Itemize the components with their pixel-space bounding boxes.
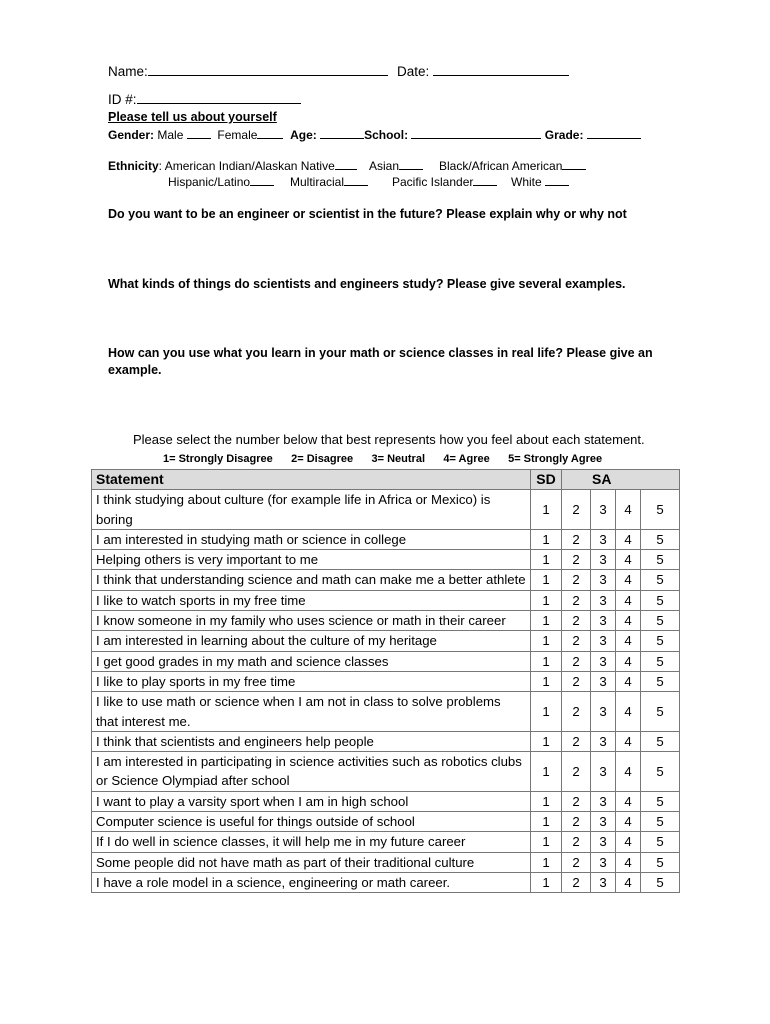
date-row bbox=[397, 64, 569, 79]
rating-option-2[interactable]: 2 bbox=[562, 550, 591, 570]
survey-row bbox=[92, 611, 680, 631]
ethnicity-option-asian: Asian bbox=[369, 159, 400, 173]
rating-option-1[interactable]: 1 bbox=[531, 611, 562, 631]
statement-text: Helping others is very important to me bbox=[92, 550, 531, 570]
rating-option-5[interactable]: 5 bbox=[641, 529, 680, 549]
rating-option-2[interactable]: 2 bbox=[562, 872, 591, 892]
rating-option-1[interactable]: 1 bbox=[531, 570, 562, 590]
rating-option-4[interactable]: 4 bbox=[616, 611, 641, 631]
statement-text: I like to play sports in my free time bbox=[92, 671, 531, 691]
rating-option-5[interactable]: 5 bbox=[641, 791, 680, 811]
header-sa: SA bbox=[562, 470, 680, 490]
statement-text: I think that understanding science and math can make me a better athlete bbox=[92, 570, 531, 590]
name-field[interactable] bbox=[148, 64, 388, 76]
question-2: What kinds of things do scientists and engineers study? Please give several examples. bbox=[108, 277, 626, 291]
pacific-field[interactable] bbox=[473, 174, 497, 186]
survey-row bbox=[92, 651, 680, 671]
statement-text: I want to play a varsity sport when I am in high school bbox=[92, 791, 531, 811]
ethnicity-hispanic-wrap bbox=[168, 174, 274, 189]
rating-option-3[interactable]: 3 bbox=[591, 651, 616, 671]
rating-option-5[interactable]: 5 bbox=[641, 731, 680, 751]
survey-row bbox=[92, 590, 680, 610]
scale-3: 3= Neutral bbox=[371, 453, 426, 465]
female-label: Female bbox=[217, 128, 258, 142]
rating-option-5[interactable]: 5 bbox=[641, 550, 680, 570]
rating-option-1[interactable]: 1 bbox=[531, 731, 562, 751]
ethnicity-row-1: Ethnicity: American Indian/Alaskan Native bbox=[108, 158, 357, 173]
ethnicity-option-pacific: Pacific Islander bbox=[392, 175, 474, 189]
header-statement: Statement bbox=[92, 470, 531, 490]
id-label: ID #: bbox=[108, 92, 137, 107]
rating-option-3[interactable]: 3 bbox=[591, 692, 616, 732]
survey-row bbox=[92, 529, 680, 549]
rating-option-3[interactable]: 3 bbox=[591, 570, 616, 590]
rating-option-2[interactable]: 2 bbox=[562, 852, 591, 872]
rating-option-1[interactable]: 1 bbox=[531, 671, 562, 691]
rating-option-5[interactable]: 5 bbox=[641, 872, 680, 892]
hispanic-field[interactable] bbox=[250, 174, 274, 186]
survey-row bbox=[92, 752, 680, 792]
statement-text: I have a role model in a science, engineering or math career. bbox=[92, 872, 531, 892]
rating-option-4[interactable]: 4 bbox=[616, 872, 641, 892]
statement-text: Computer science is useful for things outside of school bbox=[92, 812, 531, 832]
statement-text: I get good grades in my math and science classes bbox=[92, 651, 531, 671]
id-row bbox=[108, 92, 301, 107]
rating-option-1[interactable]: 1 bbox=[531, 490, 562, 530]
rating-option-1[interactable]: 1 bbox=[531, 651, 562, 671]
rating-option-3[interactable]: 3 bbox=[591, 752, 616, 792]
school-label: School: bbox=[364, 128, 409, 142]
rating-option-3[interactable]: 3 bbox=[591, 631, 616, 651]
rating-option-2[interactable]: 2 bbox=[562, 490, 591, 530]
header-sd: SD bbox=[531, 470, 562, 490]
rating-option-3[interactable]: 3 bbox=[591, 812, 616, 832]
survey-row bbox=[92, 852, 680, 872]
ethnicity-option-hispanic: Hispanic/Latino bbox=[168, 175, 251, 189]
rating-option-3[interactable]: 3 bbox=[591, 791, 616, 811]
american-indian-field[interactable] bbox=[335, 158, 357, 170]
survey-row bbox=[92, 550, 680, 570]
name-row bbox=[108, 64, 388, 79]
scale-4: 4= Agree bbox=[443, 453, 490, 465]
rating-option-5[interactable]: 5 bbox=[641, 651, 680, 671]
survey-row bbox=[92, 832, 680, 852]
rating-option-3[interactable]: 3 bbox=[591, 852, 616, 872]
age-field[interactable] bbox=[320, 127, 364, 139]
rating-option-1[interactable]: 1 bbox=[531, 812, 562, 832]
rating-option-3[interactable]: 3 bbox=[591, 671, 616, 691]
name-label: Name: bbox=[108, 64, 148, 79]
survey-row bbox=[92, 692, 680, 732]
rating-option-5[interactable]: 5 bbox=[641, 631, 680, 651]
statement-text: I think studying about culture (for example life in Africa or Mexico) is boring bbox=[92, 490, 531, 530]
ethnicity-option-multiracial: Multiracial bbox=[290, 175, 345, 189]
date-field[interactable] bbox=[433, 64, 569, 76]
survey-row bbox=[92, 671, 680, 691]
statement-text: I like to use math or science when I am not in class to solve problems that interest me. bbox=[92, 692, 531, 732]
rating-option-3[interactable]: 3 bbox=[591, 490, 616, 530]
statement-text: I am interested in participating in science activities such as robotics clubs or Science Olympiad after school bbox=[92, 752, 531, 792]
ethnicity-multiracial-wrap bbox=[290, 174, 368, 189]
rating-option-1[interactable]: 1 bbox=[531, 852, 562, 872]
rating-option-2[interactable]: 2 bbox=[562, 731, 591, 751]
scale-legend bbox=[163, 453, 602, 465]
date-label: Date: bbox=[397, 64, 430, 79]
rating-option-1[interactable]: 1 bbox=[531, 752, 562, 792]
rating-option-5[interactable]: 5 bbox=[641, 611, 680, 631]
survey-row bbox=[92, 731, 680, 751]
rating-option-2[interactable]: 2 bbox=[562, 752, 591, 792]
statement-text: I am interested in studying math or science in college bbox=[92, 529, 531, 549]
rating-option-2[interactable]: 2 bbox=[562, 812, 591, 832]
rating-option-2[interactable]: 2 bbox=[562, 611, 591, 631]
rating-option-1[interactable]: 1 bbox=[531, 832, 562, 852]
survey-row bbox=[92, 631, 680, 651]
rating-option-5[interactable]: 5 bbox=[641, 671, 680, 691]
scale-5: 5= Strongly Agree bbox=[508, 453, 603, 465]
rating-option-1[interactable]: 1 bbox=[531, 692, 562, 732]
survey-row bbox=[92, 812, 680, 832]
ethnicity-black-wrap bbox=[439, 158, 586, 173]
age-label: Age: bbox=[290, 128, 317, 142]
ethnicity-white-wrap bbox=[511, 174, 569, 189]
rating-option-2[interactable]: 2 bbox=[562, 651, 591, 671]
rating-option-1[interactable]: 1 bbox=[531, 872, 562, 892]
survey-instruction: Please select the number below that best represents how you feel about each statement. bbox=[133, 432, 645, 447]
ethnicity-option-black: Black/African American bbox=[439, 159, 563, 173]
rating-option-2[interactable]: 2 bbox=[562, 832, 591, 852]
statement-text: I like to watch sports in my free time bbox=[92, 590, 531, 610]
survey-header-row bbox=[92, 470, 680, 490]
rating-option-5[interactable]: 5 bbox=[641, 490, 680, 530]
asian-field[interactable] bbox=[399, 158, 423, 170]
question-1: Do you want to be an engineer or scientist in the future? Please explain why or why not bbox=[108, 207, 627, 221]
ethnicity-asian-wrap bbox=[369, 158, 423, 173]
rating-option-2[interactable]: 2 bbox=[562, 692, 591, 732]
rating-option-2[interactable]: 2 bbox=[562, 631, 591, 651]
rating-option-2[interactable]: 2 bbox=[562, 791, 591, 811]
statement-text: I know someone in my family who uses science or math in their career bbox=[92, 611, 531, 631]
question-3: How can you use what you learn in your math or science classes in real life? Please give an example. bbox=[108, 346, 653, 377]
rating-option-4[interactable]: 4 bbox=[616, 490, 641, 530]
grade-field[interactable] bbox=[587, 127, 641, 139]
white-field[interactable] bbox=[545, 174, 569, 186]
ethnicity-pacific-wrap bbox=[392, 174, 497, 189]
rating-option-4[interactable]: 4 bbox=[616, 550, 641, 570]
rating-option-2[interactable]: 2 bbox=[562, 590, 591, 610]
rating-option-3[interactable]: 3 bbox=[591, 832, 616, 852]
rating-option-1[interactable]: 1 bbox=[531, 791, 562, 811]
rating-option-4[interactable]: 4 bbox=[616, 852, 641, 872]
rating-option-2[interactable]: 2 bbox=[562, 529, 591, 549]
rating-option-5[interactable]: 5 bbox=[641, 590, 680, 610]
male-field[interactable] bbox=[187, 127, 211, 139]
survey-body bbox=[92, 470, 680, 893]
rating-option-3[interactable]: 3 bbox=[591, 529, 616, 549]
rating-option-1[interactable]: 1 bbox=[531, 631, 562, 651]
statement-text: Some people did not have math as part of their traditional culture bbox=[92, 852, 531, 872]
rating-option-5[interactable]: 5 bbox=[641, 832, 680, 852]
ethnicity-option-american-indian: American Indian/Alaskan Native bbox=[164, 159, 335, 173]
rating-option-4[interactable]: 4 bbox=[616, 812, 641, 832]
statement-text: I think that scientists and engineers help people bbox=[92, 731, 531, 751]
rating-option-5[interactable]: 5 bbox=[641, 692, 680, 732]
rating-option-5[interactable]: 5 bbox=[641, 752, 680, 792]
rating-option-4[interactable]: 4 bbox=[616, 692, 641, 732]
rating-option-3[interactable]: 3 bbox=[591, 611, 616, 631]
scale-1: 1= Strongly Disagree bbox=[163, 453, 273, 465]
rating-option-4[interactable]: 4 bbox=[616, 529, 641, 549]
female-field[interactable] bbox=[257, 127, 283, 139]
scale-2: 2= Disagree bbox=[291, 453, 354, 465]
black-field[interactable] bbox=[562, 158, 586, 170]
rating-option-4[interactable]: 4 bbox=[616, 731, 641, 751]
section-title: Please tell us about yourself bbox=[108, 110, 277, 124]
rating-option-5[interactable]: 5 bbox=[641, 812, 680, 832]
survey-row bbox=[92, 791, 680, 811]
survey-row bbox=[92, 490, 680, 530]
school-field[interactable] bbox=[411, 127, 541, 139]
survey-table bbox=[91, 469, 680, 893]
grade-label: Grade: bbox=[544, 128, 584, 142]
rating-option-4[interactable]: 4 bbox=[616, 570, 641, 590]
rating-option-5[interactable]: 5 bbox=[641, 570, 680, 590]
rating-option-4[interactable]: 4 bbox=[616, 651, 641, 671]
rating-option-4[interactable]: 4 bbox=[616, 791, 641, 811]
ethnicity-label: Ethnicity bbox=[108, 159, 159, 173]
survey-row bbox=[92, 872, 680, 892]
id-field[interactable] bbox=[137, 92, 301, 104]
demographics-row bbox=[108, 127, 641, 142]
rating-option-3[interactable]: 3 bbox=[591, 590, 616, 610]
statement-text: I am interested in learning about the culture of my heritage bbox=[92, 631, 531, 651]
rating-option-3[interactable]: 3 bbox=[591, 731, 616, 751]
rating-option-1[interactable]: 1 bbox=[531, 550, 562, 570]
rating-option-4[interactable]: 4 bbox=[616, 832, 641, 852]
rating-option-1[interactable]: 1 bbox=[531, 590, 562, 610]
rating-option-3[interactable]: 3 bbox=[591, 872, 616, 892]
rating-option-4[interactable]: 4 bbox=[616, 671, 641, 691]
survey-row bbox=[92, 570, 680, 590]
rating-option-4[interactable]: 4 bbox=[616, 631, 641, 651]
male-label: Male bbox=[157, 128, 184, 142]
rating-option-2[interactable]: 2 bbox=[562, 570, 591, 590]
statement-text: If I do well in science classes, it will help me in my future career bbox=[92, 832, 531, 852]
gender-label: Gender: bbox=[108, 128, 155, 142]
rating-option-2[interactable]: 2 bbox=[562, 671, 591, 691]
rating-option-4[interactable]: 4 bbox=[616, 590, 641, 610]
multiracial-field[interactable] bbox=[344, 174, 368, 186]
ethnicity-option-white: White bbox=[511, 175, 542, 189]
rating-option-4[interactable]: 4 bbox=[616, 752, 641, 792]
rating-option-1[interactable]: 1 bbox=[531, 529, 562, 549]
rating-option-5[interactable]: 5 bbox=[641, 852, 680, 872]
rating-option-3[interactable]: 3 bbox=[591, 550, 616, 570]
